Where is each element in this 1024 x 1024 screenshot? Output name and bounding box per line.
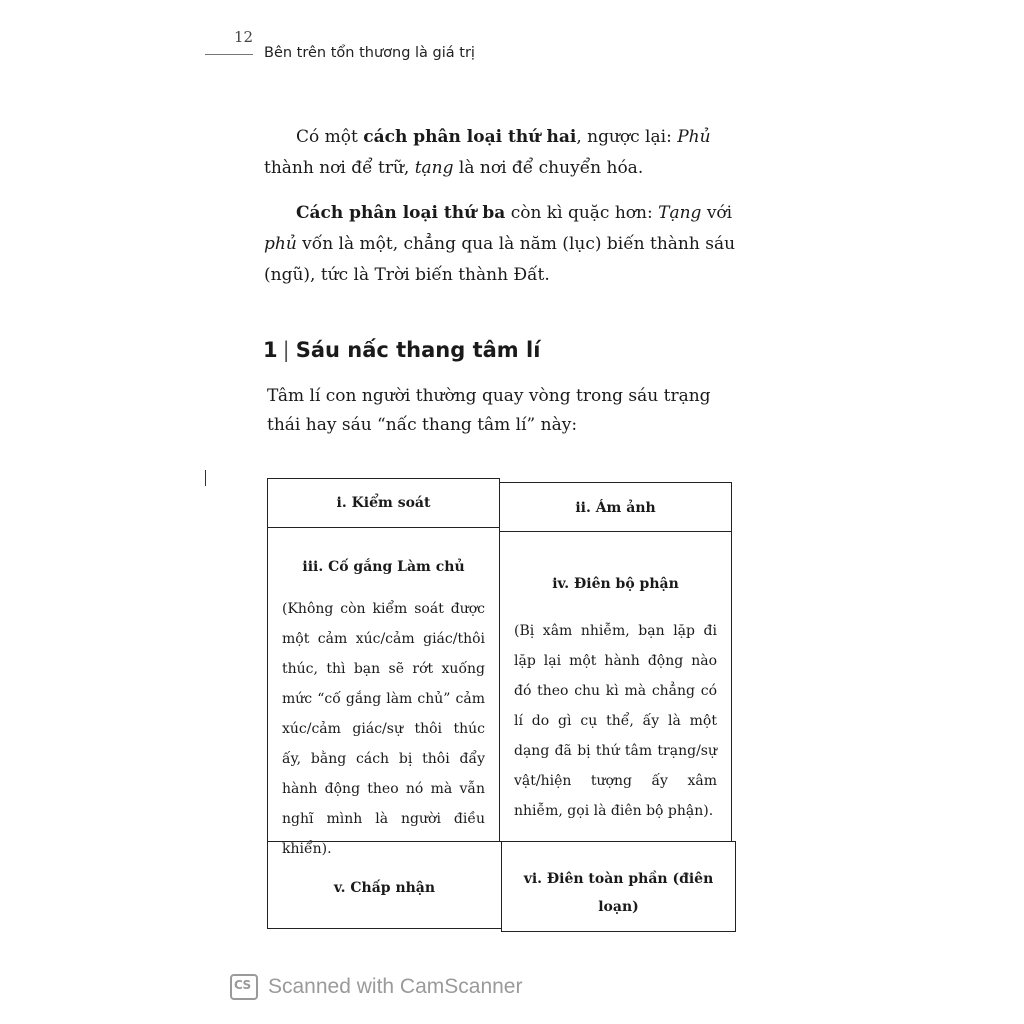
cell-title-acceptance: v. Chấp nhận [333,880,436,896]
section-title: Sáu nấc thang tâm lí [295,338,541,362]
paragraph-third-classification [264,198,754,291]
paragraph-1-part-4: là nơi để chuyển hóa. [453,158,644,178]
table-cell-total-madness [501,841,736,932]
table-cell-acceptance [267,841,502,929]
camscanner-logo-icon [230,974,258,1000]
camscanner-watermark [230,974,522,1004]
table-cell-partial-madness [499,531,732,842]
table-cell-mastery [267,527,500,857]
paragraph-1-part-2: , ngược lại: [576,127,678,147]
paragraph-2-italic-tang: Tạng [658,203,702,223]
watermark-text: Scanned with CamScanner [268,975,523,998]
intro-paragraph: Tâm lí con người thường quay vòng trong sáu trạng thái hay sáu “nấc thang tâm lí” này: [267,386,711,435]
header-rule [205,54,253,55]
cell-description-partial-madness: (Bị xâm nhiễm, bạn lặp đi lặp lại một hành động nào đó theo chu kì mà chẳng có lí do gì cụ thể, ấy là một dạng đã bị thứ tâm trạng/sự vật/hiện tượng ấy xâm nhiễm, gọi là điên bộ phận). [514,623,717,819]
section-heading [263,338,540,362]
paragraph-2-part-3: vốn là một, chẳng qua là năm (lục) biến thành sáu (ngũ), tức là Trời biến thành Đất. [264,234,736,285]
page-header [205,28,605,68]
paragraph-1-part-1: Có một [296,127,364,147]
paragraph-1-bold-term: cách phân loại thứ hai [363,127,577,147]
running-title: Bên trên tổn thương là giá trị [264,45,475,61]
cell-title-obsession: ii. Ám ảnh [575,500,656,516]
paragraph-1-part-3: thành nơi để trữ, [264,158,415,178]
paragraph-1-italic-tang: tạng [414,158,454,178]
section-separator: | [282,338,290,362]
cell-title-mastery: iii. Cố gắng Làm chủ [302,559,465,575]
page-number: 12 [234,28,254,46]
camscanner-logo-text: CS [234,978,251,992]
section-number: 1 [263,338,278,362]
table-cell-obsession [499,482,732,532]
margin-mark [205,470,206,486]
paragraph-2-bold-term: Cách phân loại thứ ba [296,203,506,223]
table-cell-control [267,478,500,528]
paragraph-2-italic-phu: phủ [264,234,297,254]
paragraph-2-part-1: còn kì quặc hơn: [505,203,659,223]
cell-title-control: i. Kiểm soát [336,495,431,511]
cell-title-partial-madness: iv. Điên bộ phận [552,576,679,592]
cell-description-mastery: (Không còn kiểm soát được một cảm xúc/cảm giác/thôi thúc, thì bạn sẽ rớt xuống mức “cố gắng làm chủ” cảm xúc/cảm giác/sự thôi thúc ấy, bằng cách bị thôi đẩy hành động theo nó mà vẫn nghĩ mình là người điều khiển). [282,601,485,857]
paragraph-1-italic-phu: Phủ [677,127,711,147]
paragraph-second-classification [264,122,754,184]
cell-title-total-madness: vi. Điên toàn phần (điên loạn) [523,871,714,915]
paragraph-2-part-2: với [701,203,733,223]
